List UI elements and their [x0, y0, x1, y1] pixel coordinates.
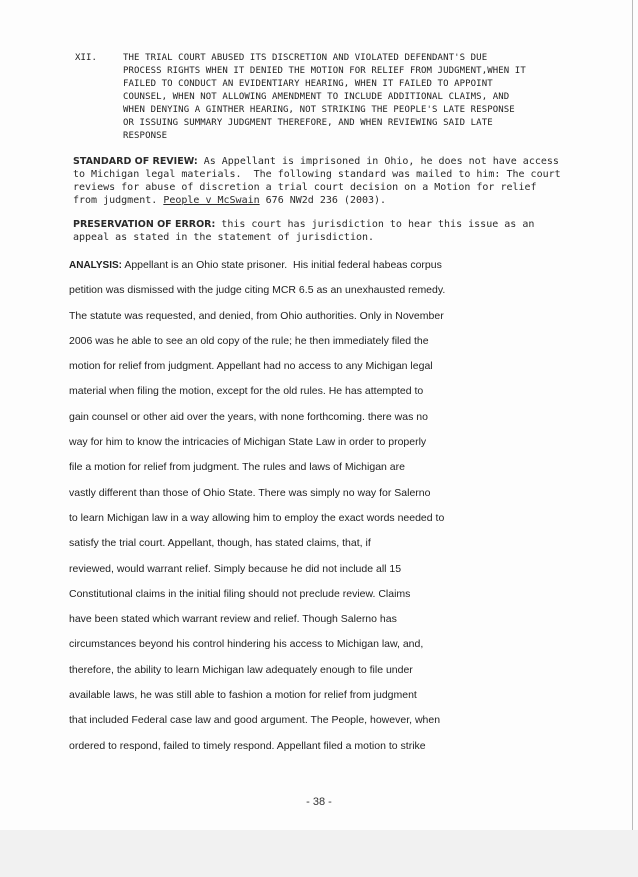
analysis-line: petition was dismissed with the judge citing MCR 6.5 as an unexhausted remedy. — [69, 284, 446, 297]
analysis-line: to learn Michigan law in a way allowing him to employ the exact words needed to — [69, 511, 445, 524]
standard-of-review — [73, 155, 573, 207]
issue-heading-text — [123, 52, 575, 143]
analysis-line: reviewed, would warrant relief. Simply because he did not include all 15 — [69, 562, 402, 575]
heading-line: COUNSEL, WHEN NOT ALLOWING AMENDMENT TO INCLUDE ADDITIONAL CLAIMS, AND — [123, 92, 510, 102]
issue-heading — [75, 52, 575, 143]
scan-bottom-margin — [0, 830, 638, 877]
analysis-line: available laws, he was still able to fashion a motion for relief from judgment — [69, 689, 417, 702]
preservation-label: PRESERVATION OF ERROR: — [73, 219, 216, 230]
analysis-line: circumstances beyond his control hindering his access to Michigan law, and, — [69, 638, 424, 651]
page-edge-line — [632, 0, 633, 830]
standard-label: STANDARD OF REVIEW: — [73, 156, 198, 167]
heading-line: RESPONSE — [123, 131, 168, 141]
standard-text: As Appellant is imprisoned in Ohio, he does not have access — [197, 156, 559, 167]
preservation-of-error — [73, 218, 573, 244]
heading-line: THE TRIAL COURT ABUSED ITS DISCRETION AND VIOLATED DEFENDANT'S DUE — [123, 53, 488, 63]
analysis-line: material when filing the motion, except for the old rules. He has attempted to — [69, 385, 424, 398]
analysis-line: ordered to respond, failed to timely respond. Appellant filed a motion to strike — [69, 739, 426, 752]
analysis-line: motion for relief from judgment. Appellant had no access to any Michigan legal — [69, 360, 433, 373]
analysis-line: vastly different than those of Ohio State. There was simply no way for Salerno — [69, 486, 431, 499]
analysis-line: therefore, the ability to learn Michigan law adequately enough to file under — [69, 663, 413, 676]
page-number: - 38 - — [306, 796, 332, 808]
analysis-line: Constitutional claims in the initial filing should not preclude review. Claims — [69, 587, 411, 600]
analysis-line: The statute was requested, and denied, from Ohio authorities. Only in November — [69, 309, 444, 322]
heading-line: OR ISSUING SUMMARY JUDGMENT THEREFORE, AND WHEN REVIEWING SAID LATE — [123, 118, 493, 128]
standard-text: reviews for abuse of discretion a trial court decision on a Motion for relief — [73, 182, 537, 193]
issue-number: XII. — [75, 53, 98, 63]
preservation-text: this court has jurisdiction to hear this issue as an — [215, 219, 535, 230]
analysis-label: ANALYSIS: — [69, 260, 122, 271]
analysis-section — [69, 256, 569, 762]
analysis-line: that included Federal case law and good argument. The People, however, when — [69, 714, 441, 727]
analysis-line: 2006 was he able to see an old copy of the rule; he then immediately filed the — [69, 334, 429, 347]
analysis-line: gain counsel or other aid over the years, with none forthcoming. there was no — [69, 410, 428, 423]
heading-line: PROCESS RIGHTS WHEN IT DENIED THE MOTION FOR RELIEF FROM JUDGMENT,WHEN IT — [123, 66, 526, 76]
standard-text: to Michigan legal materials. The following standard was mailed to him: The court — [73, 169, 561, 180]
heading-line: FAILED TO CONDUCT AN EVIDENTIARY HEARING, WHEN IT FAILED TO APPOINT — [123, 79, 493, 89]
heading-line: WHEN DENYING A GINTHER HEARING, NOT STRIKING THE PEOPLE'S LATE RESPONSE — [123, 105, 515, 115]
case-citation: People v McSwain — [163, 195, 260, 206]
analysis-line: file a motion for relief from judgment. The rules and laws of Michigan are — [69, 461, 405, 474]
preservation-text: appeal as stated in the statement of jurisdiction. — [73, 232, 375, 243]
analysis-line: have been stated which warrant review and relief. Though Salerno has — [69, 613, 397, 626]
analysis-line: satisfy the trial court. Appellant, though, has stated claims, that, if — [69, 537, 371, 550]
analysis-line: way for him to know the intricacies of Michigan State Law in order to properly — [69, 436, 427, 449]
standard-text: 676 NW2d 236 (2003). — [259, 195, 387, 206]
analysis-line: Appellant is an Ohio state prisoner. His initial federal habeas corpus — [121, 259, 442, 271]
standard-text: from judgment. — [73, 195, 164, 206]
